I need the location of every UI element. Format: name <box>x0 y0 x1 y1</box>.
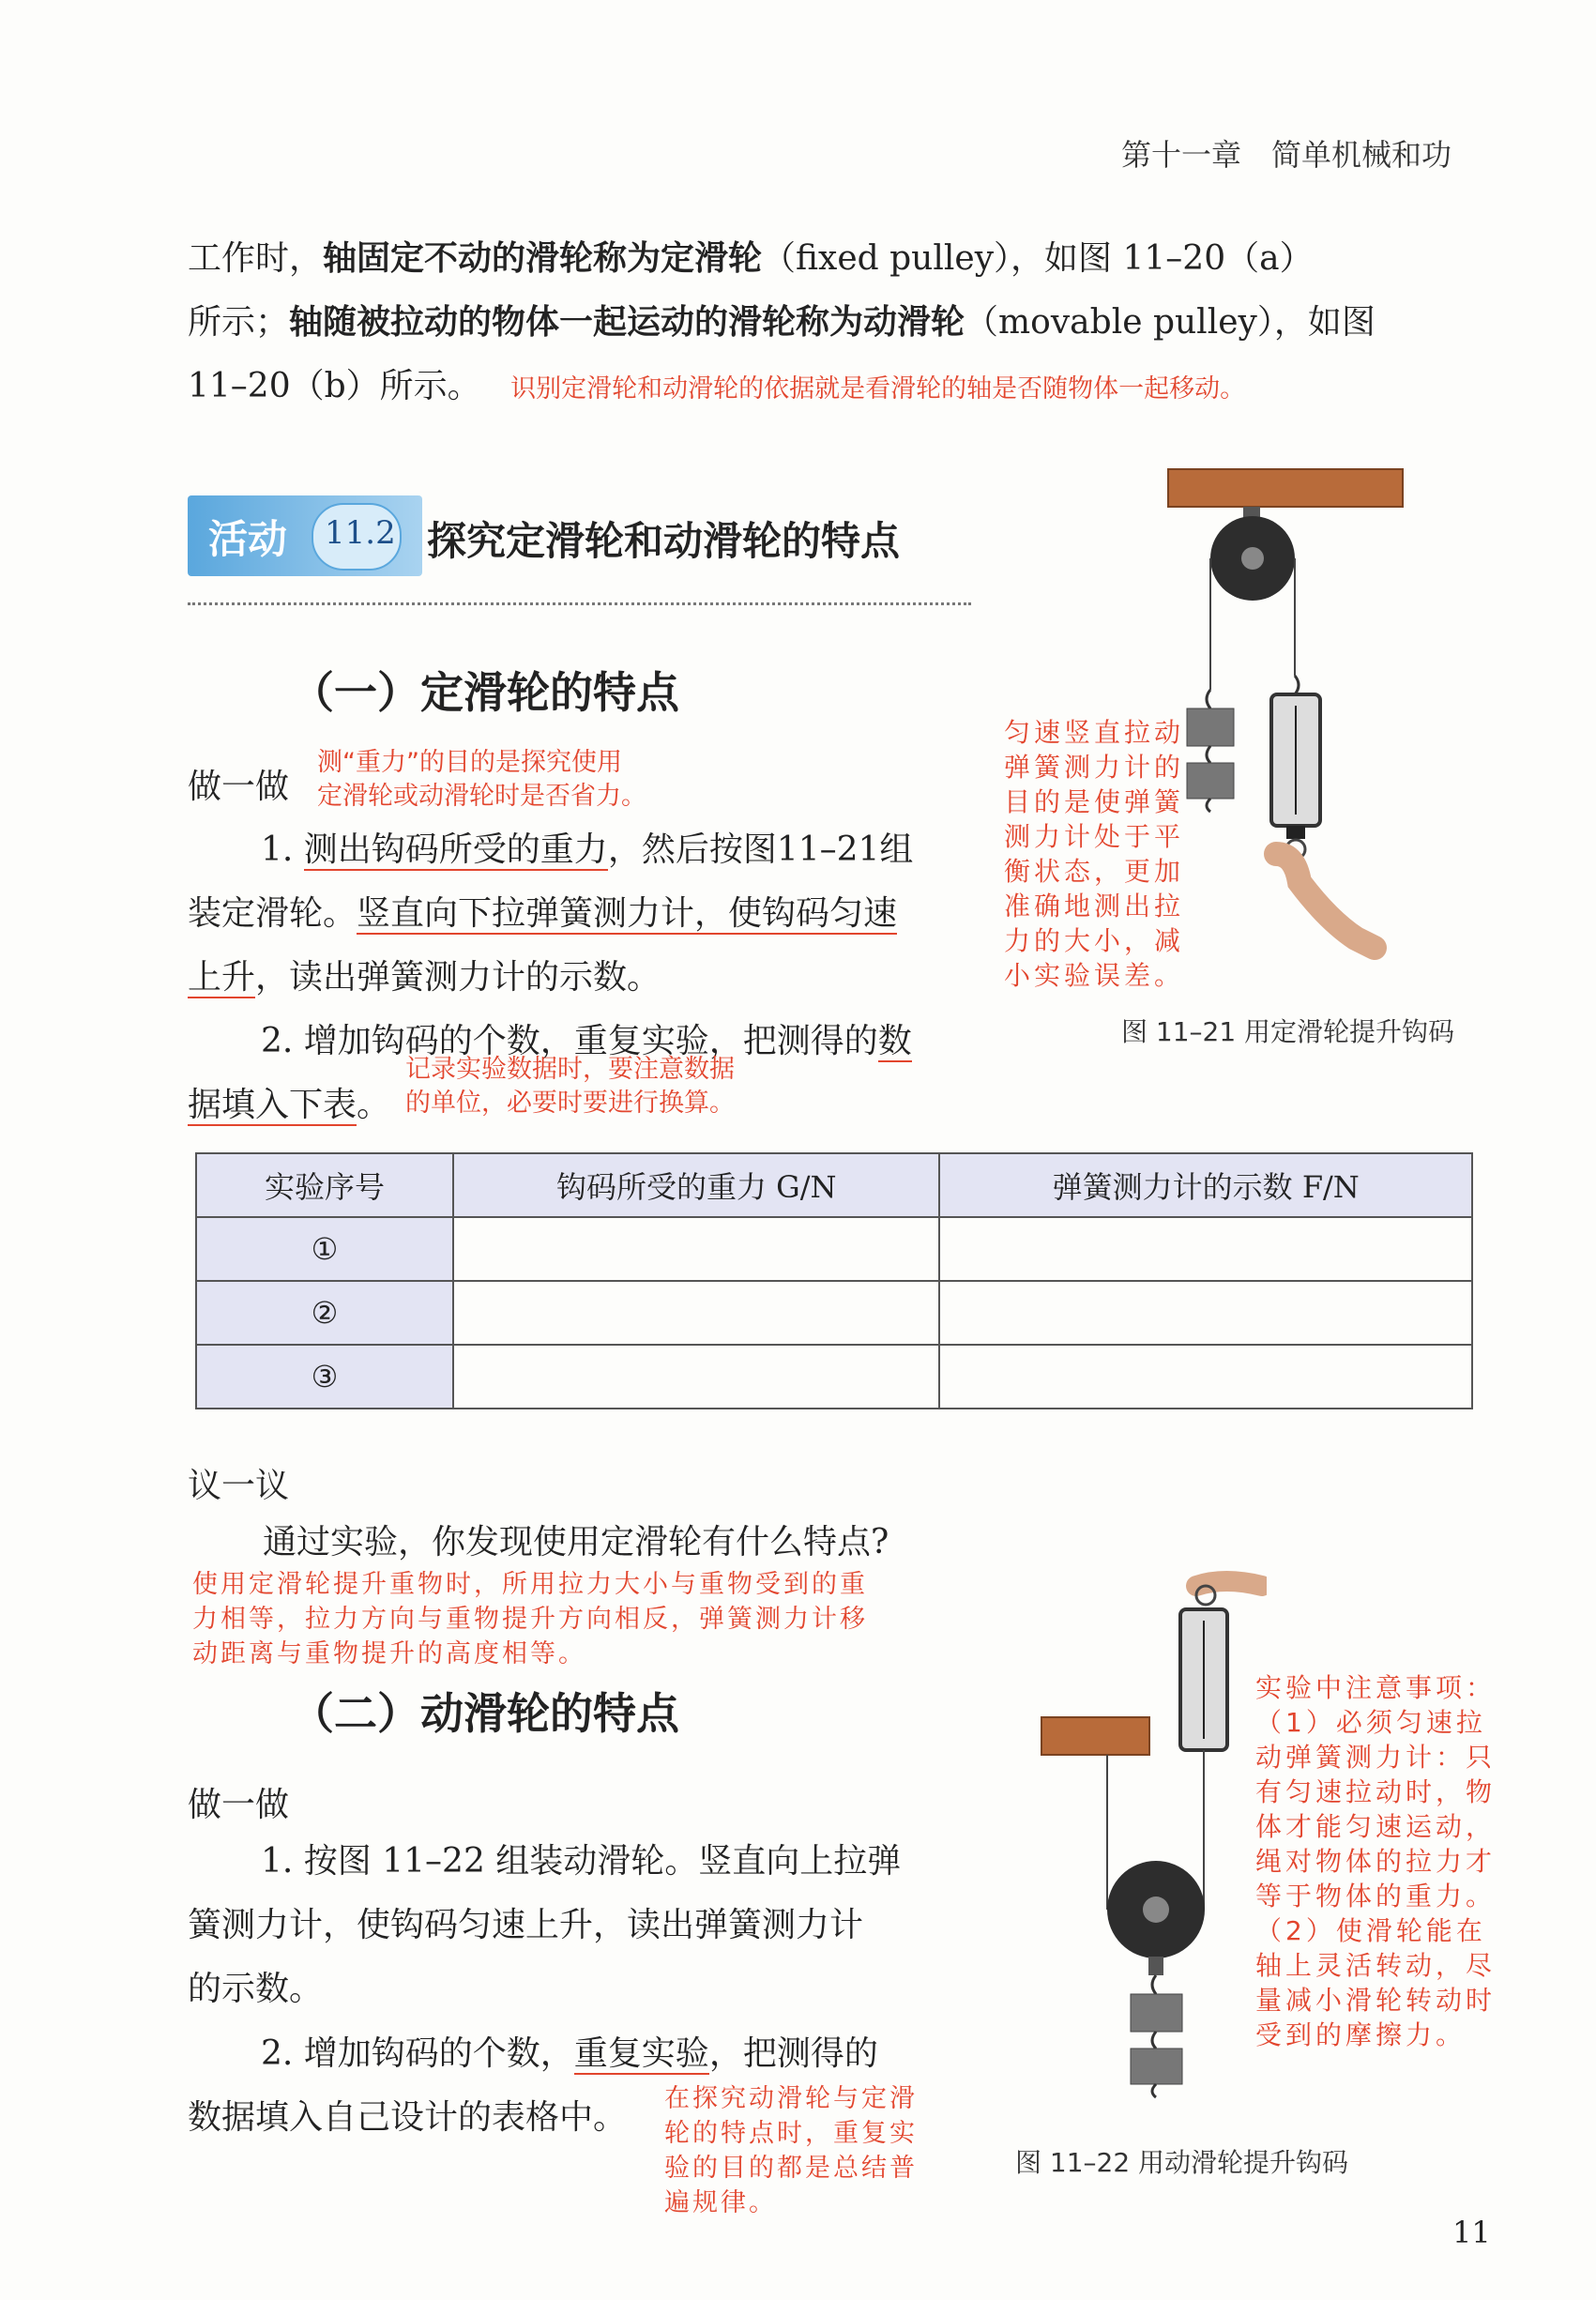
table-row <box>196 1281 1472 1345</box>
table-cell <box>453 1281 939 1345</box>
table-row <box>196 1217 1472 1281</box>
section2-title: （二）动滑轮的特点 <box>291 1688 679 1739</box>
page-number: 11 <box>1452 2215 1491 2250</box>
hook-weight-2 <box>1187 763 1234 799</box>
table-header-cell: 实验序号 <box>196 1153 453 1217</box>
section1-title: （一）定滑轮的特点 <box>291 667 679 718</box>
table-cell <box>453 1345 939 1409</box>
chapter-header: 第十一章 简单机械和功 <box>1121 137 1452 173</box>
section2-step2-note: 在探究动滑轮与定滑 轮的特点时，重复实 验的目的都是总结普 遍规律。 <box>664 2084 918 2217</box>
table-cell <box>939 1281 1472 1345</box>
hook-weight-1 <box>1131 1994 1182 2032</box>
table-header-cell: 弹簧测力计的示数 F/N <box>939 1153 1472 1217</box>
table-cell <box>939 1217 1472 1281</box>
wooden-beam <box>1041 1717 1149 1755</box>
section2-side-note: 实验中注意事项： （1）必须匀速拉 动弹簧测力计：只 有匀速拉动时，物 体才能匀速运动， 绳对物体的拉力才 等于物体的重力。 （2）使滑轮能在 轴上灵活转动，尽 量减小滑轮转动时 受到的摩擦力。 <box>1255 1672 1497 2050</box>
activity-banner <box>188 490 971 582</box>
table-row <box>196 1345 1472 1409</box>
table-cell <box>939 1345 1472 1409</box>
table-header-cell: 钩码所受的重力 G/N <box>453 1153 939 1217</box>
figure-11-21-fixed-pulley <box>1159 460 1412 967</box>
data-table <box>195 1152 1473 1409</box>
table-cell: ① <box>196 1217 453 1281</box>
figure-11-21-caption: 图 11–21 用定滑轮提升钩码 <box>1121 1016 1455 1047</box>
intro-note: 识别定滑轮和动滑轮的依据就是看滑轮的轴是否随物体一起移动。 <box>510 374 1246 404</box>
hand <box>1276 854 1375 948</box>
discuss-question: 通过实验，你发现使用定滑轮有什么特点? <box>263 1523 889 1561</box>
section2-step2: 2. 增加钩码的个数，重复实验，把测得的 数据填入自己设计的表格中。 <box>188 2034 878 2137</box>
figure-11-22-caption: 图 11–22 用动滑轮提升钩码 <box>1015 2147 1349 2178</box>
wooden-beam <box>1168 469 1403 507</box>
table-cell <box>453 1217 939 1281</box>
intro-paragraph: 工作时，轴固定不动的滑轮称为定滑轮（fixed pulley），如图 11–20（a） <box>188 239 1314 278</box>
discuss-label: 议一议 <box>188 1467 290 1505</box>
intro-paragraph-line3: 11–20（b）所示。 识别定滑轮和动滑轮的依据就是看滑轮的轴是否随物体一起移动。 <box>188 367 1246 405</box>
section2-do-label: 做一做 <box>188 1786 290 1824</box>
section1-step2-note: 记录实验数据时，要注意数据 的单位，必要时要进行换算。 <box>405 1055 735 1118</box>
table-cell: ② <box>196 1281 453 1345</box>
intro-paragraph-line2: 所示；轴随被拉动的物体一起运动的滑轮称为动滑轮（movable pulley），如图 <box>188 303 1376 342</box>
activity-title: 探究定滑轮和动滑轮的特点 <box>427 518 901 564</box>
activity-label: 活动 <box>208 516 288 562</box>
activity-number: 11.2 <box>325 514 396 552</box>
table-cell: ③ <box>196 1345 453 1409</box>
table-header-row <box>196 1153 1472 1217</box>
discuss-answer: 使用定滑轮提升重物时，所用拉力大小与重物受到的重 力相等，拉力方向与重物提升方向相反，弹簧测力计移 动距离与重物提升的高度相等。 <box>192 1570 868 1668</box>
hook-weight-1 <box>1187 708 1234 746</box>
section1-do-label: 做一做 <box>188 768 290 806</box>
figure-11-22-movable-pulley <box>1032 1562 1267 2107</box>
section1-step2: 2. 增加钩码的个数，重复实验，把测得的数 据填入下表。 <box>188 1022 912 1124</box>
dotted-divider <box>188 602 971 605</box>
section2-step1: 1. 按图 11–22 组装动滑轮。竖直向上拉弹 簧测力计，使钩码匀速上升，读出弹簧测力计 的示数。 <box>188 1842 902 2008</box>
section1-side-note: 匀速竖直拉动 弹簧测力计的 目的是使弹簧 测力计处于平 衡状态，更加 准确地测出拉 力的大小，减 小实验误差。 <box>1004 717 1185 991</box>
section1-do-note: 测“重力”的目的是探究使用 定滑轮或动滑轮时是否省力。 <box>317 748 646 811</box>
hook-weight-2 <box>1131 2049 1182 2084</box>
section1-step1: 1. 测出钩码所受的重力，然后按图11–21组 装定滑轮。竖直向下拉弹簧测力计，使钩码匀速 上升，读出弹簧测力计的示数。 <box>188 830 914 997</box>
